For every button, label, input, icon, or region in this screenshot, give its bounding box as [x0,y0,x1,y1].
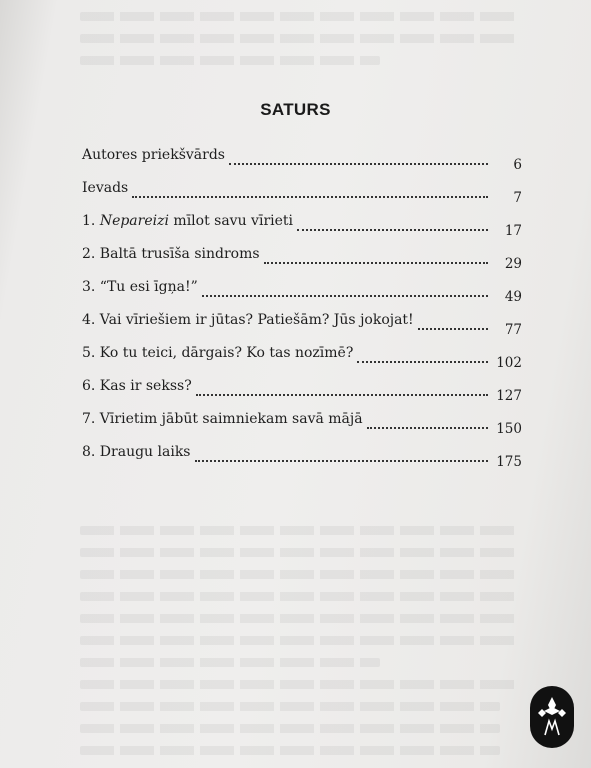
dot-leader [196,393,488,396]
bleed-through-line [80,680,520,689]
bleed-through-line [80,12,520,21]
toc-page-number: 17 [504,223,522,239]
toc-entry [82,404,522,437]
toc-entry-text: 2. Baltā trusīša sindroms [82,246,260,262]
toc-entry-text: 3. “Tu esi īgņa!” [82,279,198,295]
toc-entry-text: 5. Ko tu teici, dārgais? Ko tas nozīmē? [82,345,354,361]
bleed-through-line [80,548,520,557]
bleed-through-line [80,658,380,667]
dot-leader [367,426,488,429]
toc-entry [82,305,522,338]
toc-entry-title [82,345,357,361]
toc-page-number: 127 [496,388,522,404]
toc-page-number: 102 [496,355,522,371]
toc-page-number: 7 [513,190,522,206]
toc-entry [82,140,522,173]
table-of-contents [82,140,522,470]
toc-entry-emphasis: Nepareizi [99,213,169,229]
toc-entry [82,272,522,305]
page-title: SATURS [260,100,331,119]
bleed-through-line [80,636,520,645]
toc-entry-title [82,180,132,196]
bleed-through-line [80,592,520,601]
toc-entry-title [82,147,229,163]
diamond-flower-icon [530,686,574,748]
dot-leader [195,459,489,462]
toc-entry [82,173,522,206]
bleed-through-line [80,746,500,755]
toc-entry-title [82,279,202,295]
toc-entry-text: 4. Vai vīriešiem ir jūtas? Patiešām? Jūs jokojat! [82,312,414,328]
toc-entry [82,371,522,404]
toc-page-number: 6 [513,157,522,173]
bleed-through-line [80,34,520,43]
bleed-through-line [80,724,500,733]
bleed-through-line [80,614,520,623]
toc-entry [82,437,522,470]
toc-entry-text: Ievads [82,180,129,196]
toc-entry-title [82,246,264,262]
toc-entry-text: mīlot savu vīrieti [168,213,294,229]
toc-page-number: 175 [496,454,522,470]
dot-leader [418,327,488,330]
toc-entry-text: 8. Draugu laiks [82,444,191,460]
dot-leader [297,228,488,231]
toc-entry-text: 6. Kas ir sekss? [82,378,192,394]
toc-entry-title [82,411,367,427]
toc-entry [82,239,522,272]
toc-entry [82,206,522,239]
bleed-through-line [80,702,500,711]
toc-entry-number: 1. [82,213,100,229]
dot-leader [229,162,488,165]
toc-page-number: 49 [504,289,522,305]
toc-entry-title [82,213,297,229]
dot-leader [202,294,488,297]
toc-entry-title [82,378,196,394]
toc-entry-title [82,312,418,328]
toc-entry-text: Autores priekšvārds [82,147,225,163]
toc-page-number: 29 [504,256,522,272]
toc-entry-text: 7. Vīrietim jābūt saimniekam savā mājā [82,411,363,427]
bleed-through-line [80,526,520,535]
bleed-through-line [80,570,520,579]
dot-leader [264,261,488,264]
bleed-through-line [80,56,380,65]
toc-entry [82,338,522,371]
toc-page-number: 77 [504,322,522,338]
dot-leader [132,195,488,198]
toc-page-number: 150 [496,421,522,437]
dot-leader [357,360,488,363]
toc-entry-title [82,444,195,460]
